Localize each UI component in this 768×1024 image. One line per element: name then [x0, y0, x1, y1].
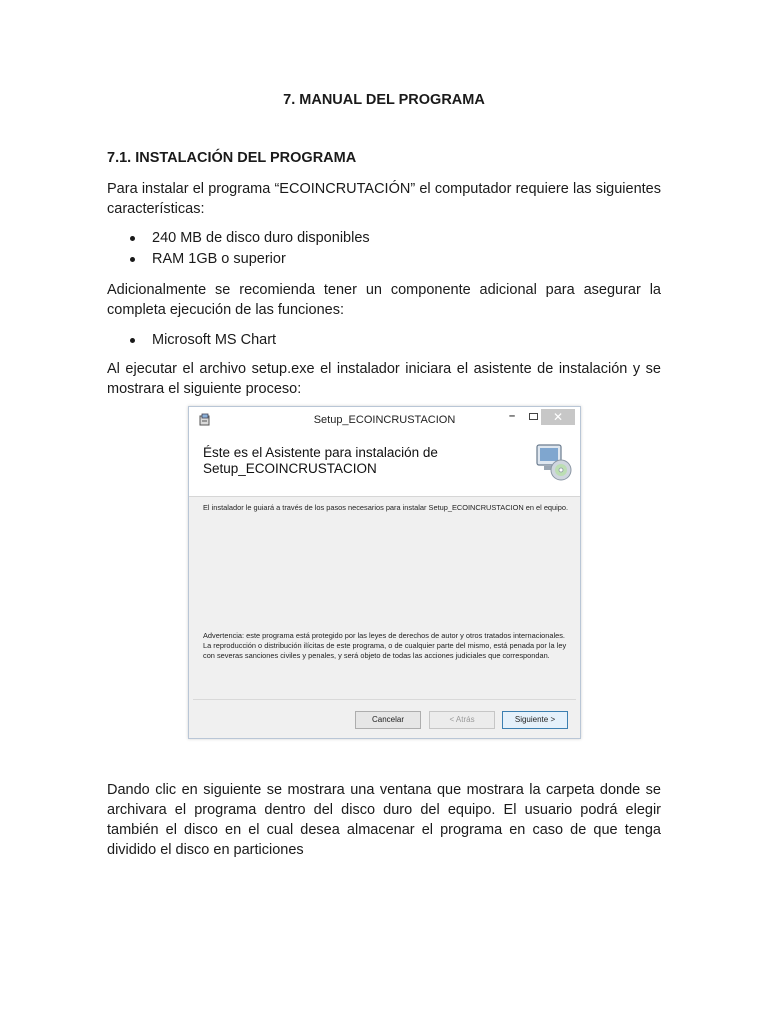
- bullet-icon: [130, 236, 135, 241]
- dialog-warning-text: Advertencia: este programa está protegido por las leyes de derechos de autor y otros tratados internacionales. La reproducción o distribución ilícitas de este programa, o de cualquier parte del mismo, está penada por la ley con severas sanciones civiles y penales, y será objeto de todas las acciones judiciales que correspondan.: [203, 631, 567, 660]
- close-button[interactable]: ✕: [541, 409, 575, 425]
- list-item-text: 240 MB de disco duro disponibles: [152, 230, 370, 246]
- dialog-intro-text: El instalador le guiará a través de los pasos necesarios para instalar Setup_ECOINCRUSTACION en el equipo.: [203, 503, 569, 512]
- list-item-text: Microsoft MS Chart: [152, 332, 277, 348]
- bullet-icon: [130, 338, 135, 343]
- paragraph-requirements-intro: Para instalar el programa “ECOINCRUTACIÓN” el computador requiere las siguientes características:: [107, 181, 661, 217]
- paragraph-additional-component: Adicionalmente se recomienda tener un componente adicional para asegurar la completa ejecución de las funciones:: [107, 282, 661, 318]
- section-heading: 7.1. INSTALACIÓN DEL PROGRAMA: [107, 150, 357, 166]
- next-button[interactable]: Siguiente >: [502, 711, 568, 729]
- back-button[interactable]: < Atrás: [429, 711, 495, 729]
- list-item: [128, 330, 276, 351]
- minimize-button[interactable]: –: [508, 410, 516, 422]
- paragraph-next-step: Dando clic en siguiente se mostrara una ventana que mostrara la carpeta donde se archivara el programa dentro del disco duro del equipo. El usuario podrá elegir también el disco en el cual desea almacenar el programa en caso de que tenga dividido el disco en particiones: [107, 782, 661, 858]
- paragraph-setup-process: Al ejecutar el archivo setup.exe el instalador iniciara el asistente de instalación y se mostrara el siguiente proceso:: [107, 361, 661, 397]
- cancel-button[interactable]: Cancelar: [355, 711, 421, 729]
- requirements-list: [128, 228, 370, 270]
- dialog-window-title: Setup_ECOINCRUSTACION: [313, 414, 456, 426]
- list-item-text: RAM 1GB o superior: [152, 251, 286, 267]
- banner-title: Éste es el Asistente para instalación de Setup_ECOINCRUSTACION: [203, 445, 438, 476]
- chapter-title: 7. MANUAL DEL PROGRAMA: [283, 92, 485, 108]
- dialog-banner: [189, 433, 580, 497]
- computer-cd-icon: [534, 442, 574, 482]
- maximize-icon: [529, 413, 538, 420]
- bullet-icon: [130, 257, 135, 262]
- additional-components-list: [128, 330, 276, 351]
- dialog-divider: [193, 699, 576, 700]
- list-item: [128, 249, 370, 270]
- maximize-button[interactable]: [527, 409, 539, 425]
- list-item: [128, 228, 370, 249]
- dialog-titlebar: [189, 407, 580, 433]
- installer-dialog: [188, 406, 581, 739]
